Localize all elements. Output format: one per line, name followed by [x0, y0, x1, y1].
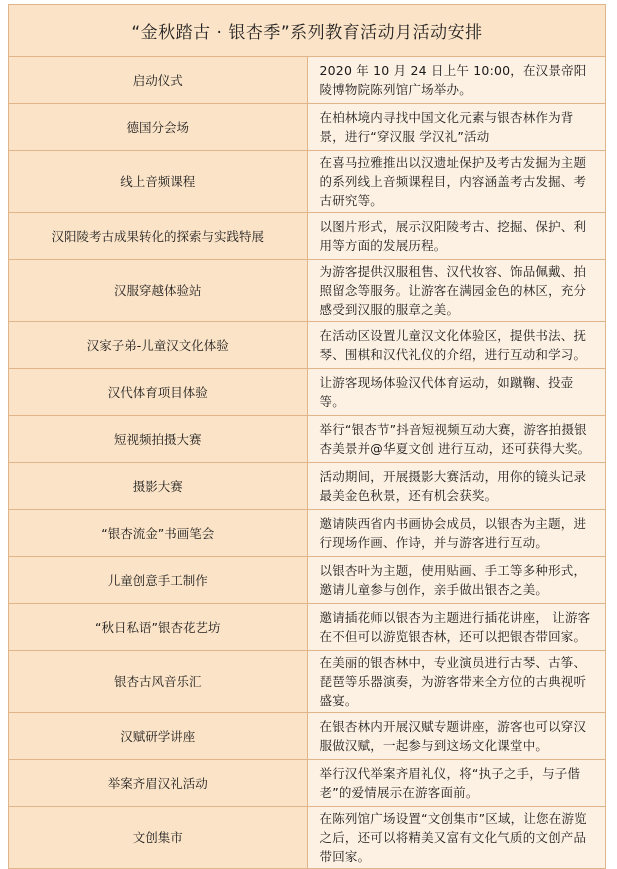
activity-name: 银杏古风音乐汇 — [9, 651, 308, 713]
table-title: “金秋踏古 · 银杏季”系列教育活动月活动安排 — [9, 5, 606, 57]
activity-description: 在活动区设置儿童汉文化体验区，提供书法、抚琴、围棋和汉代礼仪的介绍，进行互动和学习。 — [307, 322, 606, 369]
activity-name: 汉服穿越体验站 — [9, 260, 308, 322]
activity-description: 在喜马拉雅推出以汉遗址保护及考古发掘为主题的系列线上音频课程目，内容涵盖考古发掘、考古研究等。 — [307, 151, 606, 213]
activity-description: 在美丽的银杏林中，专业演员进行古琴、古筝、琵琶等乐器演奏，为游客带来全方位的古典视听盛宴。 — [307, 651, 606, 713]
table-row — [9, 104, 606, 151]
table-row — [9, 416, 606, 463]
table-row — [9, 510, 606, 557]
table-row — [9, 322, 606, 369]
activity-description: 在柏林境内寻找中国文化元素与银杏林作为背景，进行“穿汉服 学汉礼”活动 — [307, 104, 606, 151]
activity-name: 线上音频课程 — [9, 151, 308, 213]
table-row — [9, 57, 606, 104]
activity-description: 邀请陕西省内书画协会成员，以银杏为主题，进行现场作画、作诗，并与游客进行互动。 — [307, 510, 606, 557]
activity-description: 让游客现场体验汉代体育运动，如蹴鞠、投壶等。 — [307, 369, 606, 416]
title-row — [9, 5, 606, 57]
table-row — [9, 760, 606, 807]
activity-name: 摄影大赛 — [9, 463, 308, 510]
table-row — [9, 557, 606, 604]
activity-description: 在银杏林内开展汉赋专题讲座，游客也可以穿汉服做汉赋，一起参与到这场文化课堂中。 — [307, 713, 606, 760]
activity-name: “银杏流金”书画笔会 — [9, 510, 308, 557]
activity-name: 举案齐眉汉礼活动 — [9, 760, 308, 807]
table-row — [9, 463, 606, 510]
activity-description: 在陈列馆广场设置“文创集市”区域，让您在游览之后，还可以将精美又富有文化气质的文创产品带回家。 — [307, 807, 606, 869]
table-row — [9, 807, 606, 869]
activity-name: 汉代体育项目体验 — [9, 369, 308, 416]
activity-description: 为游客提供汉服租售、汉代妆容、饰品佩戴、拍照留念等服务。让游客在满园金色的林区，充分感受到汉服的服章之美。 — [307, 260, 606, 322]
table-row — [9, 260, 606, 322]
activity-description: 以图片形式，展示汉阳陵考古、挖掘、保护、利用等方面的发展历程。 — [307, 213, 606, 260]
schedule-table — [8, 4, 606, 869]
activity-name: 汉阳陵考古成果转化的探索与实践特展 — [9, 213, 308, 260]
activity-name: 文创集市 — [9, 807, 308, 869]
activity-name: 德国分会场 — [9, 104, 308, 151]
table-row — [9, 651, 606, 713]
activity-description: 2020 年 10 月 24 日上午 10:00，在汉景帝阳陵博物院陈列馆广场举办。 — [307, 57, 606, 104]
activity-description: 以银杏叶为主题，使用贴画、手工等多种形式，邀请儿童参与创作，亲手做出银杏之美。 — [307, 557, 606, 604]
activity-description: 邀请插花师以银杏为主题进行插花讲座， 让游客在不但可以游览银杏林，还可以把银杏带回家。 — [307, 604, 606, 651]
activity-name: 汉家子弟-儿童汉文化体验 — [9, 322, 308, 369]
activity-schedule — [8, 4, 606, 869]
table-row — [9, 369, 606, 416]
activity-name: 汉赋研学讲座 — [9, 713, 308, 760]
activity-name: 短视频拍摄大赛 — [9, 416, 308, 463]
table-row — [9, 713, 606, 760]
activity-name: 启动仪式 — [9, 57, 308, 104]
table-row — [9, 151, 606, 213]
activity-name: “秋日私语”银杏花艺坊 — [9, 604, 308, 651]
table-row — [9, 213, 606, 260]
table-row — [9, 604, 606, 651]
activity-name: 儿童创意手工制作 — [9, 557, 308, 604]
activity-description: 举行“银杏节”抖音短视频互动大赛，游客拍摄银杏美景并@华夏文创 进行互动，还可获得大奖。 — [307, 416, 606, 463]
activity-description: 举行汉代举案齐眉礼仪，将“执子之手，与子偕老”的爱情展示在游客面前。 — [307, 760, 606, 807]
activity-description: 活动期间，开展摄影大赛活动，用你的镜头记录最美金色秋景，还有机会获奖。 — [307, 463, 606, 510]
